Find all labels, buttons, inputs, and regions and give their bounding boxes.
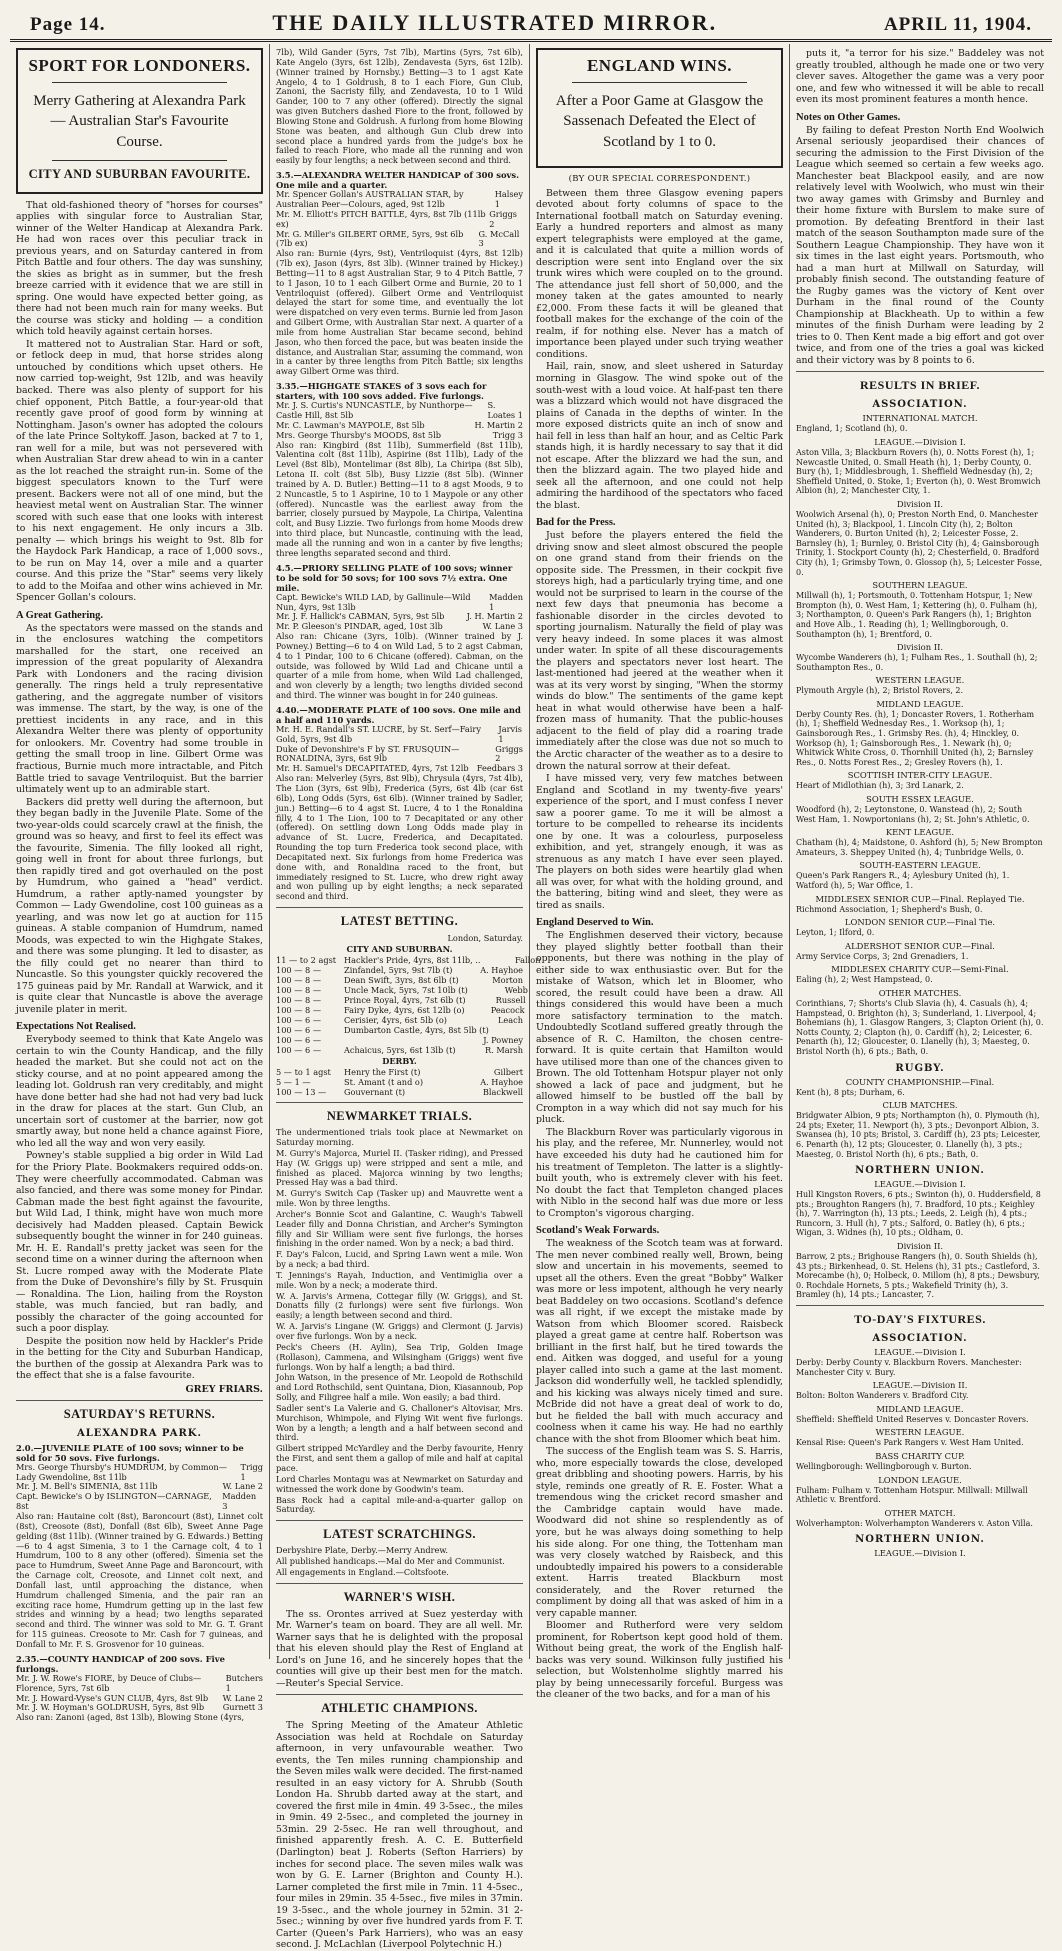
column-1: [10, 44, 270, 1723]
article-paragraph: The weakness of the Scotch team was at forward. The men never combined really well, Brown, being slow and uncertain in his movements, seemed to upset all the others. Even the great "Bobby" Walker was more or less impotent, although he very nearly beat Baddeley on two occasions. Scotland's defence was all right, if we except the mistake made by Watson from which Bloomer scored. Raisbeck played a great game at centre half. Robertson was brilliant in the first half, but he tired towards the end. Aitken was dogged, and useful for a young player called into such a game at the last moment. Jackson did wonderfully well, he tackled splendidly, and his kicking was always nicely timed and sure. McBride did not have a great deal of work to do, but he fielded the ball with much accuracy and coolness when it came his way. He had no earthly chance with the shot from Bloomer which beat him.: [536, 1238, 783, 1445]
article-paragraph: Backers did pretty well during the afternoon, but they began badly in the Juvenile Plate. Some of the two-year-olds could scarcely crawl at the finish, the ground was so heavy, and first to feel its effect was the favourite, Simenia. The filly looked all right, going well in front for about three furlongs, but then rapidly tired and got overhauled on the post by Humdrum, who gained a "head" verdict. Humdrum, a rather aptly-named youngster by Common — Lady Gwendoline, cost 100 guineas as a yearling, and was now let go at auction for 115 guineas. A stable companion of Humdrum, named Moods, was expected to win the Highgate Stakes, and there was some plunging. It led to disaster, as the filly could get no nearer than third to Nuncastle. So this youngster quickly recovered the 175 guineas paid by Mr. Randall at Warwick, and it is quite clear that Nuncastle is above the average juvenile plater in merit.: [16, 796, 263, 1015]
betting-horse: St. Amant (t and o): [344, 1077, 424, 1088]
betting-dateline: London, Saturday.: [447, 933, 523, 944]
result-lines: Aston Villa, 3; Blackburn Rovers (h), 0. Notts Forest (h), 1; Newcastle United, 0. Small Heath (h), 1; Derby County, 0. Bury (h), 1; Middlesbrough, 1. Sheffield Wednesday (h), 2; Sheffield United, 0. Stoke, 1; Everton (h), 0. West Bromwich Albion (h), 2; Manchester City, 1.: [796, 448, 1041, 496]
race-title: 4.5.—PRIORY SELLING PLATE of 100 sovs; winner to be sold for 50 sovs; for 100 sovs 7½ extra. One mile.: [276, 562, 513, 593]
sport-heading: NORTHERN UNION.: [855, 1534, 985, 1546]
side-heading: Notes on Other Games.: [796, 111, 901, 123]
betting-jockey: Peacock: [490, 1005, 525, 1016]
race-result: Mrs. George Thursby's HUMDRUM, by Common—Lady Gwendoline, 8st 11lb Trigg 1: [16, 1461, 263, 1482]
columns: [10, 44, 1052, 1951]
author-signature: GREY FRIARS.: [185, 1383, 263, 1395]
betting-jockey: Leach: [497, 1015, 523, 1026]
side-heading: Scotland's Weak Forwards.: [536, 1225, 660, 1237]
betting-horse: Prince Royal, 4yrs, 7st 6lb (t): [344, 995, 466, 1006]
result-lines: Corinthians, 7; Shorts's Club Slavia (h), 4. Casuals (h), 4; Hampstead, 0. Brighton (h), 3; Sunderland, 1. Liverpool, 4; Bohemians (h), 1. Glasgow Rangers, 3; Clapton Orient (h), 0. Notts County, 2; Clapton (h), 0. Cardiff (h), 2; Leicester, 6. Penarth (h), 12; Gloucester, 0. Llanelly (h), 3; Maesteg, 0. Bristol North (h), 6 pts.; Bath, 0.: [796, 998, 1044, 1056]
result-lines: Richmond Association, 1; Shepherd's Bush, 0.: [796, 904, 983, 914]
fixture-lines: Sheffield: Sheffield United Reserves v. Doncaster Rovers.: [796, 1414, 1029, 1424]
returns-heading: SATURDAY'S RETURNS.: [63, 1406, 216, 1421]
race-result: Mr. G. Miller's GILBERT ORME, 5yrs, 9st 6lb (7lb ex) G. McCall 3: [276, 228, 520, 249]
article-paragraph: Just before the players entered the field the driving snow and sleet almost obscured the people on one grand stand from their friends on the opposite side. The Pressmen, in their cockpit five storeys high, had a particularly trying time, and one would not be surprised to learn in the course of the next few days that pneumonia has become a fashionable disorder in the circles devoted to sporting journalism. Naturally the field of play was very heavy indeed. In some places it was almost under water. In spite of all these discouragements the players and spectators never lost heart. The last-mentioned had jeered at the weather when it was at its very worst by singing, "When the stormy winds do blow." The sentiments of the game kept heat in what would otherwise have been a half-frozen mass of humanity. That the public-houses adjacent to the field of play did a roaring trade immediately after the close was due not so much to the Arctic character of the weather as to a desire to drown the natural sorrow at their defeat.: [536, 530, 783, 772]
betting-row: [276, 985, 528, 996]
trial-item: M. Gurry's Majorca, Muriel II. (Tasker riding), and Pressed Hay (W. Griggs up) were stripped and sent a mile, and finished as placed. Majorca winning by two lengths; Pressed Hay was a bad third.: [276, 1147, 523, 1188]
race-result: Mr. J. W. Rowe's FIORE, by Deuce of Clubs—Florence, 5yrs, 7st 6lb Butchers 1: [16, 1672, 263, 1693]
race-notes: Also ran: Hautaine colt (8st), Baroncourt (8st), Linnet colt (8st), Creosote (8st), Donfall (8st 6lb), Sweet Anne Page gelding (8st 11lb). (Winner trained by G. Edwards.) Betting—6 to 4 agst Simenia, 3 to 1 the Carnage colt, 4 to 1 Humdrum, 100 to 8 any other (offered). Simenia set the pace to Humdrum, Sweet Anne Page and Baroncourt, with the Carnage colt, Creosote, and Linnet colt next, and Donfall last, until approaching the distance, when Humdrum challenged Simenia, and the pair ran an exciting race home, Humdrum getting up in the last few strides and winning by a head; two lengths separated second and third. The winner was sold to Mr. G. T. Grant for 115 guineas. Creosote to Mr. Cash for 7 guineas, and Donfall to Mr. F. S. Grosvenor for 10 guineas.: [16, 1511, 263, 1649]
result-lines: Ealing (h), 2; West Hampstead, 0.: [796, 975, 933, 985]
article-paragraph: Powney's stable supplied a big order in Wild Lad for the Priory Plate. Bookmakers required odds-on. They were cheerfully accommodated. Cabman was also fancied, and there was some money for Pindar. Cabman made the best fight against the favourite, but Wild Lad, I think, might have won much more decisively had Madden pleased. Captain Bewick subsequently bought the winner in for 240 guineas. Mr. H. E. Randall's pretty jacket was seen for the second time on a winner during the afternoon when St. Lucre romped away with the Moderate Plate from the Duke of Devonshire's filly by St. Frusquin — Ronaldina. The Lion, hailing from the Royston stable, was much fancied, but ran badly, and possibly the character of the going accounted for such a poor display.: [16, 1150, 263, 1335]
warner-heading: WARNER'S WISH.: [343, 1589, 456, 1604]
race-result: Mr. P. Gleeson's PINDAR, aged, 10st 3lb W. Lane 3: [276, 621, 523, 632]
betting-row: [276, 1035, 523, 1045]
betting-row: [276, 965, 523, 975]
article-paragraph: As the spectators were massed on the stands and in the enclosures watching the competitors marshalled for the start, one received an impression of the great popularity of Alexandra Park with Londoners and the racing division generally. The rings held a truly representative gathering, and the aggregate number of visitors was immense. The start, by the way, is one of the prettiest incidents in any race, and in this Alexandra Welter there was plenty of opportunity for onlookers. Mr. Coventry had some trouble in getting the small troop in line. Gilbert Orme was fractious, Burnie much more intractable, and Pitch Battle tried to savage Ventriloquist. But the barrier ultimately went up to an admirable start.: [16, 622, 263, 796]
article-paragraph: Between them three Glasgow evening papers devoted about forty columns of space to the International football match on Saturday evening. Early a hundred reporters and almost as many expert telegraphists were employed at the game, and it is calculated that quite a million words of description were sent into England over the six trunk wires which were coupled on to the ground. The attendance just fell short of 50,000, and the money taken at the gates amounted to nearly £2,000. From these facts it will be gleaned that football makes for the exchange of the coin of the realm, if for nothing else. Never has a match of importance been played under such trying weather conditions.: [536, 187, 783, 360]
betting-horse: Fairy Dyke, 4yrs, 6st 12lb (o): [344, 1005, 465, 1016]
fixtures-heading: TO-DAY'S FIXTURES.: [854, 1312, 986, 1327]
league-heading: Division II.: [896, 642, 944, 653]
fixture-lines: Kensal Rise: Queen's Park Rangers v. West Ham United.: [796, 1438, 1024, 1448]
race-notes: Also ran: Kingbird (8st 11lb), Summerfield (8st 11lb), Valentina colt (8st 11lb), Aspirine (8st 11lb), Lady of the Level (8st 8lb), Montelimar (8st 8lb), La Chiripa (8st 5lb), Letona II. colt (8st 5lb), Busy Lizzie (8st 5lb). (Winner trained by A. D. Butler.) Betting—11 to 8 agst Moods, 9 to 2 Nuncastle, 5 to 1 Aspirine, 10 to 1 Maypole or any other (offered). Nuncastle was the earliest away from the barrier, closely pursued by Maypole, La Chiripa, Valentina colt, and Busy Lizzie. Two furlongs from home Moods drew into third place, but Nuncastle, continuing with the lead, made all the running and won in a canter by five lengths; three lengths separated second and third.: [276, 439, 523, 558]
betting-jockey: Gilbert: [493, 1067, 523, 1078]
race-title: 2.0.—JUVENILE PLATE of 100 sovs; winner to be sold for 50 sovs. Five furlongs.: [16, 1442, 244, 1463]
trial-item: The undermentioned trials took place at Newmarket on Saturday morning.: [276, 1127, 523, 1147]
betting-odds: 100 — 8 —: [276, 975, 322, 986]
betting-horse: Hackler's Pride, 4yrs, 8st 11lb, ..: [344, 955, 481, 966]
headline-box-england: [536, 48, 783, 168]
scratchings-heading: LATEST SCRATCHINGS.: [323, 1527, 476, 1542]
league-heading: LONDON SENIOR CUP.—Final Tie.: [844, 917, 996, 928]
trial-item: T. Jennings's Rayah, Induction, and Ventimiglia over a mile. Won by a neck; a moderate third.: [276, 1269, 523, 1290]
betting-jockey: R. Marsh: [484, 1045, 523, 1056]
fixture-lines: Bolton: Bolton Wanderers v. Bradford City.: [796, 1391, 969, 1401]
betting-odds: 100 — 6 —: [276, 1025, 322, 1036]
league-heading: SCOTTISH INTER-CITY LEAGUE.: [847, 770, 993, 781]
divider: [52, 160, 227, 161]
newspaper-title: THE DAILY ILLUSTRATED MIRROR.: [272, 10, 718, 35]
article-paragraph: The Spring Meeting of the Amateur Athletic Association was held at Rochdale on Saturday afternoon, in very unfavourable weather. Two events, the Ten miles running championship and the Seven miles walk were decided. The first-named resulted in an easy victory for A. Shrubb (South London Ha. Shrubb darted away at the start, and covered the first mile in 4min. 49 3-5sec., the miles in 9min. 49 2-5sec., and completed the journey in 53min. 29 2-5sec. He ran well throughout, and finished apparently fresh. A. C. E. Butterfield (Darlington) beat J. Roberts (Sefton Harriers) by inches for second place. The seven miles walk was won by G. E. Larner (Brighton and County H.). Larner completed the first mile in 7min. 11 4-5sec., four miles in 29min. 35 4-5sec., five miles in 37min. 19 3-5sec., and the whole journey in 52min. 31 2-5sec.; winning by over five hundred yards from F. T. Carter (Queen's Park Harriers), who was an easy second. J. McLachlan (Liverpool Polytechnic H.): [276, 1720, 523, 1951]
trials-list: [276, 1128, 523, 1515]
league-heading: SOUTH ESSEX LEAGUE.: [866, 794, 974, 805]
divider: [276, 1520, 523, 1521]
deck-sport: Merry Gathering at Alexandra Park — Australian Star's Favourite Course.: [33, 93, 246, 150]
betting-odds: 100 — 8 —: [276, 1005, 322, 1016]
race-result: Mr. C. Lawman's MAYPOLE, 8st 5lb H. Martin 2: [276, 419, 523, 430]
betting-jockey: A. Hayhoe: [480, 1077, 523, 1088]
betting-row: [276, 955, 541, 966]
league-heading: MIDLAND LEAGUE.: [876, 698, 964, 709]
betting-odds: 5 — 1 —: [276, 1077, 311, 1088]
betting-odds: 100 — 6 —: [276, 1035, 322, 1046]
betting-odds: 100 — 8 —: [276, 995, 322, 1006]
league-heading: OTHER MATCH.: [884, 1507, 956, 1518]
divider: [276, 1583, 523, 1584]
league-heading: SOUTHERN LEAGUE.: [872, 580, 968, 591]
trial-item: Archer's Bonnie Scot and Galantine, C. Waugh's Tabwell Leader filly and Donna Christian, and Archer's Symington filly and Sir William were sent five furlongs, the horses finishing in the order named. Won by a neck; a bad third.: [276, 1208, 523, 1249]
league-heading: MIDDLESEX SENIOR CUP.—Final. Replayed Tie.: [815, 893, 1025, 904]
fixture-lines: Wellingborough: Wellingborough v. Burton.: [796, 1462, 972, 1471]
result-lines: Kent (h), 8 pts; Durham, 6.: [796, 1087, 905, 1097]
league-heading: OTHER MATCHES.: [878, 987, 962, 998]
race-result: Mr. H. Samuel's DECAPITATED, 4yrs, 7st 12lb Feedbars 3: [276, 763, 523, 774]
sport-heading: ASSOCIATION.: [872, 399, 968, 411]
trial-item: M. Gurry's Switch Cap (Tasker up) and Mauvrette went a mile. Won by three lengths.: [276, 1188, 523, 1209]
result-lines: Derby County Res. (h), 1; Doncaster Rovers, 1. Rotherham (h), 1; Sheffield Wednesday Res., 1. Worksop (h), 1; Gainsborough Res., 1. Grimsby Res. (h), 4; Hinckley, 0. Worksop (h), 1; Gainsborough Res., 1. Newark (h), 0; Whitwick White Cross, 0. Thornhill United (h), 2; Barnsley Res., 0. Notts Forest Res., 2; Gresley Rovers (h), 1.: [796, 709, 1035, 767]
race-result: Mr. M. Elliott's PITCH BATTLE, 4yrs, 8st 7lb (11lb ex) Griggs 2: [276, 208, 518, 229]
result-lines: Bridgwater Albion, 9 pts; Northampton (h), 0. Plymouth (h), 24 pts; Exeter, 11. Newport (h), 3 pts.; Devonport Albion, 3. Swansea (h), 10 pts; Bristol, 3. Cardiff (h), 23 pts; Leicester, 6. Penarth (h), 12 pts; Gloucester, 0. Llanelly (h), 3 pts.; Maesteg, 0. Bristol North (h), 6 pts.; Bath, 0.: [796, 1111, 1041, 1159]
trial-item: John Watson, in the presence of Mr. Leopold de Rothschild and Lord Rothschild, sent Quintana, Dion, Kiasannoub, Pop Solly, and Filigree half a mile. Won easily; a bad third.: [276, 1372, 523, 1403]
result-lines: Leyton, 1; Ilford, 0.: [796, 928, 875, 938]
race-result: Mr. J. S. Curtis's NUNCASTLE, by Nunthorpe—Castle Hill, 8st 5lb S. Loates 1: [276, 400, 523, 420]
betting-jockey: J. Powney: [483, 1035, 523, 1046]
divider: [276, 1102, 523, 1103]
trial-item: Peck's Cheers (H. Aylin), Sea Trip, Golden Image (Rollason), Cammena, and Wilsingham (Griggs) went five furlongs. Won by half a length; a bad third.: [276, 1341, 523, 1372]
league-heading: INTERNATIONAL MATCH.: [862, 413, 978, 424]
divider: [16, 1400, 263, 1401]
deck-england: After a Poor Game at Glasgow the Sassenach Defeated the Elect of Scotland by 1 to 0.: [555, 93, 764, 150]
betting-jockey: Blackwell: [482, 1087, 523, 1098]
article-paragraph: Despite the position now held by Hackler's Pride in the betting for the City and Suburban Handicap, the burthen of the gossip at Alexandra Park was to the effect that she is a false favourite.: [16, 1335, 263, 1382]
race-notes: 7lb), Wild Gander (5yrs, 7st 7lb), Martins (5yrs, 7st 6lb), Kate Angelo (3yrs, 6st 12lb), Zendavesta (5yrs, 6st 12lb). (Winner trained by Hornsby.) Betting—3 to 1 agst Kate Angelo, 4 to 1 Goldrush, 8 to 1 each Fiore, Gun Club, Zanoni, the Sacristy filly, and Zendavesta, 10 to 1 Wild Gander, 100 to 7 any other (offered). Directly the signal was given Butchers dashed Fiore to the front, followed by Blowing Stone and Goldrush. A furlong from home Blowing Stone was beaten, and although Gun Club drew into second place a hundred yards from the judge's box he failed to reach Fiore, who made all the running and won easily by four lengths; a neck between second and third.: [276, 47, 523, 166]
race-result: Mr. J. M. Bell's SIMENIA, 8st 11lb W. Lane 2: [16, 1481, 263, 1492]
article-paragraph: It mattered not to Australian Star. Hard or soft, or fetlock deep in mud, that horse strides along untouched by conditions which upset others. He now carried top-weight, 9st 12lb, and was heavily backed. There was also plenty of support for his chief opponent, Pitch Battle, a four-year-old that recently gave proof of good form by winning at Nottingham. Jason's owner has adopted the colours of the late Prince Soltykoff. Jason, backed at 7 to 1, ran well for a mile, but was not persevered with when Australian Star drew ahead to win in a canter as the lot reached the straight run-in. Some of the biggest speculators known to the Turf were present. Backers were not all of one mind, but the heaviest metal went on Australian Star. The winner scored with such ease that one looks with interest to his next engagement. He only incurs a 3lb. penalty — which brings his weight to 9st. 8lb for the Haydock Park Handicap, a race of 1,000 sovs., to be run on May 14, over a mile and a quarter course. And this prize the "Star" seems very likely to add to the Moifaa and other wins achieved in Mr. Spencer Gollan's colours.: [16, 338, 263, 604]
race-result: Mr. Spencer Gollan's AUSTRALIAN STAR, by Australian Peer—Colours, aged, 9st 12lb Halsey 1: [276, 189, 523, 209]
sport-heading: NORTHERN UNION.: [855, 1165, 985, 1177]
betting-odds: 100 — 6 —: [276, 1045, 322, 1056]
league-heading: BASS CHARITY CUP.: [875, 1451, 965, 1461]
league-heading: WESTERN LEAGUE.: [875, 1427, 965, 1438]
divider: [276, 907, 523, 908]
athletic-heading: ATHLETIC CHAMPIONS.: [321, 1701, 478, 1716]
results-heading: RESULTS IN BRIEF.: [860, 378, 980, 393]
column-4: [790, 44, 1050, 1659]
result-lines: Queen's Park Rangers R., 4; Aylesbury United (h), 1. Watford (h), 5; War Office, 1.: [796, 871, 1010, 890]
race-result: Mr. H. E. Randall's ST. LUCRE, by St. Serf—Fairy Gold, 5yrs, 9st 4lb Jarvis 1: [276, 723, 522, 744]
returns-venue: ALEXANDRA PARK.: [77, 1427, 202, 1439]
byline: (BY OUR SPECIAL CORRESPONDENT.): [568, 173, 751, 184]
result-lines: Army Service Corps, 3; 2nd Grenadiers, 1.: [796, 951, 969, 961]
article-paragraph: The Englishmen deserved their victory, because they played slightly better football than their opponents, but there was nothing in the play of either side to wax enthusiastic over. But for the mistake of Watson, which let in Bloomer, who scored, the result could have been a draw. All things considered this would have been a much more satisfactory termination to the match. Undoubtedly Scotland suffered greatly through the absence of R. C. Hamilton, the chosen centre-forward. It is quite certain that Hamilton would have utilised more than one of the chances given to Brown. The old Tottenham Hotspur player not only showed a lack of pace and judgment, but he allowed himself to be bustled off the ball by Crompton in a way which did not say much for his pluck.: [536, 930, 783, 1126]
issue-date: APRIL 11, 1904.: [883, 14, 1032, 35]
betting-horse: Gouvernant (t): [344, 1087, 406, 1098]
league-heading: LEAGUE.—Division I.: [874, 1179, 966, 1190]
league-heading: LEAGUE.—Division II.: [872, 1380, 968, 1391]
trial-item: Sadler sent's La Valerie and G. Challoner's Altovisar, Mrs. Murchison, Whimpole, and Flying Wit went five furlongs. Won by a length; a length and a half between second and third.: [276, 1402, 523, 1443]
scratchings-list: [276, 1546, 523, 1578]
race-result: Mr. J. F. Hallick's CABMAN, 5yrs, 9st 5lb J. H. Martin 2: [276, 611, 523, 622]
betting-row: [276, 1067, 523, 1077]
betting-horse: Cerisier, 4yrs, 6st 5lb (o): [344, 1015, 447, 1026]
race-notes: Also ran: Burnie (4yrs, 9st), Ventriloquist (4yrs, 8st 12lb) (7lb ex), Jason (4yrs, 8st 3lb). (Winner trained by Hickey.) Betting—11 to 8 agst Australian Star, 9 to 4 Pitch Battle, 7 to 1 Jason, 10 to 1 each Gilbert Orme and Burnie, 20 to 1 Ventriloquist (offered). Gilbert Orme and Ventriloquist delayed the start for some time, and eventually the lot were dispatched on very even terms. Burnie led from Jason and Gilbert Orme, with Australian Star next. A quarter of a mile from home Australian Star became second, behind Jason, who then forced the pace, but was beaten inside the distance, and Australian Star, assuming the command, won in a canter by three lengths from Pitch Battle; six lengths away Gilbert Orme was third.: [276, 248, 523, 377]
race-notes: Also ran: Zanoni (aged, 8st 13lb), Blowing Stone (4yrs,: [16, 1712, 245, 1723]
betting-row: [276, 975, 523, 985]
race-notes: Also ran: Melverley (5yrs, 8st 9lb), Chrysula (4yrs, 7st 4lb), The Lion (3yrs, 6st 9lb), Frederica (5yrs, 6st 4lb (car 6st 6lb), Long Odds (5yrs, 6st 6lb). (Winner trained by Sadler, jun.) Betting—6 to 4 agst St. Lucre, 4 to 1 the Ronaldina filly, 4 to 1 The Lion, 100 to 7 Decapitated or any other (offered). On settling down Long Odds made play in advance of St. Lucre, Frederica, and Decapitated. Rounding the top turn Frederica took second place, with Decapitated next. Six furlongs from home Frederica was done with, and Ronaldina raced to the front, but immediately resigned to St. Lucre, who drew right away and won pulling up by eight lengths; a neck separated second and third.: [276, 773, 523, 902]
betting-odds: 100 — 13 —: [276, 1087, 327, 1098]
league-heading: COUNTY CHAMPIONSHIP.—Final.: [845, 1076, 995, 1087]
headline-england: ENGLAND WINS.: [586, 56, 733, 75]
betting-category: DERBY.: [382, 1056, 417, 1067]
trial-item: W. A. Jarvis's Armena, Cottegar filly (W. Griggs), and St. Donatts filly (2 furlongs) were sent five furlongs. Won easily; a length between second and third.: [276, 1290, 523, 1321]
betting-row: [276, 1025, 523, 1035]
result-lines: Chatham (h), 4; Maidstone, 0. Ashford (h), 5; New Brompton Amateurs, 3. Sheppey United (h), 4; Tunbridge Wells, 0.: [796, 838, 1043, 857]
masthead: [10, 6, 1052, 42]
betting-horse: [344, 1035, 463, 1045]
betting-heading: LATEST BETTING.: [340, 914, 459, 929]
article-paragraph: That old-fashioned theory of "horses for courses" applies with singular force to Australian Star, winner of the Welter Handicap at Alexandra Park. He had won races over this peculiar track in previous years, and on Saturday cantered in from Pitch Battle and four others. The day was sunshiny, the skies as bright as in summer, but the fresh breeze carried with it evidence that we are still in spring. One would have expected better going, as there had not been much rain for many weeks. But the course was sticky and holding — a condition which told heavily against certain horses.: [16, 199, 263, 338]
betting-odds: 100 — 6 —: [276, 1015, 322, 1026]
side-heading: A Great Gathering.: [16, 609, 104, 621]
betting-horse: Zinfandel, 5yrs, 9st 7lb (t): [344, 965, 453, 976]
trial-item: Lord Charles Montagu was at Newmarket on Saturday and witnessed the work done by Goodwin's team.: [276, 1473, 523, 1494]
result-lines: Millwall (h), 1; Portsmouth, 0. Tottenham Hotspur, 1; New Brompton (h), 0. West Ham, 1; Kettering (h), 0. Fulham (h), 3; Northampton, 0. Queen's Park Rangers (h), 1; Brighton and Hove Alb., 1. Reading (h), 1; Wellingborough, 0. Southampton (h), 1; Brentford, 0.: [796, 591, 1038, 639]
betting-row: [276, 1015, 523, 1025]
trial-item: Gilbert stripped McYardley and the Derby favourite, Henry the First, and sent them a gallop of mile and half at capital pace.: [276, 1443, 523, 1473]
race-title: 3.35.—HIGHGATE STAKES of 3 sovs each for starters, with 100 sovs added. Five furlongs.: [276, 381, 487, 402]
article-paragraph: The ss. Orontes arrived at Suez yesterday with Mr. Warner's team on board. They are all well. Mr. Warner says that he is delighted with the proposal that his eleven should play the Rest of England at Lord's on June 16, and he sincerely hopes that the counties will give up their best men for the match.—Reuter's Special Service.: [276, 1608, 523, 1689]
scratching-item: Derbyshire Plate, Derby.—Merry Andrew.: [276, 1545, 448, 1556]
divider: [796, 1305, 1044, 1306]
side-heading: Expectations Not Realised.: [16, 1021, 136, 1033]
sport-heading: ASSOCIATION.: [872, 1333, 968, 1345]
betting-horse: Achaicus, 5yrs, 6st 13lb (t): [344, 1045, 456, 1056]
league-heading: ALDERSHOT SENIOR CUP.—Final.: [845, 940, 995, 951]
betting-horse: Dumbarton Castle, 4yrs, 8st 5lb (t): [344, 1025, 489, 1036]
trial-item: Bass Rock had a capital mile-and-a-quarter gallop on Saturday.: [276, 1494, 523, 1515]
race-result: Mr. J. W. Hoyman's GOLDRUSH, 5yrs, 8st 9lb Gurnett 3: [16, 1702, 263, 1713]
divider: [572, 82, 747, 83]
race-notes: Also ran: Chicane (3yrs, 10lb). (Winner trained by J. Powney.) Betting—6 to 4 on Wild Lad, 5 to 2 agst Cabman, 4 to 1 Pindar, 100 to 6 Chicane (offered). Cabman, on the outside, was followed by Wild Lad and Chicane until a quarter of a mile from home, when Wild Lad challenged, and won cleverly by a length; two lengths divided second and third. The winner was bought in for 240 guineas.: [276, 631, 523, 701]
betting-horse: Uncle Mack, 5yrs, 7st 10lb (t): [344, 985, 468, 996]
race-title: 3.5.—ALEXANDRA WELTER HANDICAP of 300 sovs. One mile and a quarter.: [276, 170, 520, 191]
betting-horse: Henry the First (t): [344, 1067, 421, 1078]
article-paragraph: By failing to defeat Preston North End Woolwich Arsenal seriously jeopardised their chances of securing the admission to the First Division of the League which seemed so certain a few weeks ago. Manchester beat Blackpool easily, and are now relatively level with Woolwich, who must win their two away games with Grimsby and Burnley and their home fixture with Burslem to make sure of promotion. By defeating Brentford in their last match of the season Southampton made sure of the Southern League Championship. They have won it six times in the last eight years. Portsmouth, who had a man hurt at Millwall on Saturday, will probably finish second. The outstanding feature of the Rugby games was the victory of Kent over Durham in the final round of the County Championship at Blackheath. Up to within a few minutes of the finish Durham were leading by 2 tries to 0. Then Kent made a big effort and got over twice, and from one of the tries a goal was kicked and their victory was by 8 points to 6.: [796, 124, 1044, 366]
betting-horse: Dean Swift, 3yrs, 8st 6lb (t): [344, 975, 459, 986]
result-lines: Woolwich Arsenal (h), 0; Preston North End, 0. Manchester United (h), 3; Blackpool, 1. Lincoln City (h), 2; Bolton Wanderers, 0. Burton United (h), 2; Leicester Fosse, 2. Barnsley (h), 1; Burnley, 0. Bristol City (h), 4; Gainsborough Trinity, 1. Stockport County (h), 2; Chesterfield, 0. Bradford City (h), 1; Grimsby Town, 0. Glossop (h), 5; Leicester Fosse, 0.: [796, 509, 1043, 577]
column-2: [270, 44, 541, 1951]
betting-list-derby: [276, 1067, 523, 1097]
result-lines: Plymouth Argyle (h), 2; Bristol Rovers, 2.: [796, 686, 964, 696]
side-heading: Bad for the Press.: [536, 517, 616, 529]
betting-category: CITY AND SUBURBAN.: [346, 944, 453, 955]
sport-heading: RUGBY.: [895, 1062, 945, 1074]
league-heading: Division II.: [896, 1241, 944, 1252]
result-lines: England, 1; Scotland (h), 0.: [796, 424, 908, 434]
betting-odds: 100 — 8 —: [276, 965, 322, 976]
betting-odds: 100 — 8 —: [276, 985, 322, 996]
betting-jockey: A. Hayhoe: [480, 965, 523, 976]
race-result: Mrs. George Thursby's MOODS, 8st 5lb Trigg 3: [276, 429, 523, 440]
subhead-city-suburban: CITY AND SUBURBAN FAVOURITE.: [28, 166, 251, 181]
betting-jockey: Webb: [504, 985, 528, 996]
article-paragraph: Hail, rain, snow, and sleet ushered in Saturday morning in Glasgow. The wind spoke out of the south-west with a loud voice. At half-past ten there was a blizzard which would not have disgraced the plains of Canada in the depths of winter. In the more exposed districts quite an inch of snow and hail fell in less than half an hour, and as Celtic Park stands high, it is hardly necessary to say that it did not escape. After the blizzard we had the sun, and then the blizzard again. The two played hide and seek all the afternoon, and one could not help admiring the hardihood of the spectators who faced the blast.: [536, 361, 783, 511]
league-heading: MIDDLESEX CHARITY CUP.—Semi-Final.: [831, 964, 1009, 975]
result-lines: Woodford (h), 2; Leytonstone, 0. Wanstead (h), 2; South West Ham, 1. Nowportonians (h), 2; St. John's Athletic, 0.: [796, 805, 1030, 824]
article-paragraph: The success of the English team was S. S. Harris, who, more especially towards the close, developed great dribbling and shooting powers. Harris, by his style, reminds one greatly of R. E. Foster. What a tremendous wing the cricket record smasher and the Cambridge captain would have made. Woodward did not shine so resplendently as of yore, but he was always doing something to help his side along. For one thing, the Tottenham man was very closely watched by Raisbeck, and this undoubtedly impaired his powers to a considerable extent. Harris treated Blackburn most considerately, and the Rover returned the compliment by doing all that was asked of him in a very capable manner.: [536, 1446, 783, 1619]
trials-heading: NEWMARKET TRIALS.: [326, 1109, 473, 1124]
betting-jockey: Morton: [492, 975, 523, 986]
divider: [796, 371, 1044, 372]
article-paragraph: puts it, "a terror for his size." Baddeley was not greatly troubled, although he made one or two very clever saves. Altogether the game was a very poor one, and few who witnessed it will be able to recall even its most prominent features a month hence.: [796, 48, 1044, 106]
scratching-item: All engagements in England.—Coltsfoote.: [276, 1566, 449, 1577]
fixture-lines: Wolverhampton: Wolverhampton Wanderers v. Aston Villa.: [796, 1518, 1033, 1528]
headline-sport: SPORT FOR LONDONERS.: [28, 56, 251, 75]
betting-row: [276, 1045, 523, 1055]
result-lines: Wycombe Wanderers (h), 1; Fulham Res., 1. Southall (h), 2; Southampton Res., 0.: [796, 653, 1038, 672]
headline-box-sport: [16, 48, 263, 194]
betting-row: [276, 1087, 523, 1097]
article-paragraph: The Blackburn Rover was particularly vigorous in his play, and the referee, Mr. Nunnerley, would not have exceeded his duty had he cautioned him for his treatment of Templeton. The latter is a slightly-built youth, who is extremely clever with his feet. No doubt the fact that Templeton changed places with Niblo in the second half was due more or less to Crompton's vigorous charging.: [536, 1126, 783, 1219]
page-number: Page 14.: [30, 14, 106, 35]
league-heading: SOUTH-EASTERN LEAGUE.: [859, 860, 981, 871]
race-title: 2.35.—COUNTY HANDICAP of 200 sovs. Five furlongs.: [16, 1653, 225, 1674]
betting-list-city-suburban: [276, 955, 541, 1056]
article-paragraph: I have missed very, very few matches between England and Scotland in my twenty-five years' experience of the sport, and I must confess I never saw a poorer game. To me it will be almost a torture to be compelled to rehearse its incidents one by one. It was a colourless, purposeless exhibition, and yet, strangely enough, it was as strenuous as any match I have ever seen played. The players on both sides were heartily glad when all was over, for what with the holding ground, and the battering, biting wind and sleet, they were as tired as snails.: [536, 773, 783, 911]
fixture-lines: Derby: Derby County v. Blackburn Rovers. Manchester: Manchester City v. Bury.: [796, 1358, 1022, 1377]
betting-jockey: Fallon: [515, 955, 541, 966]
divider: [276, 1694, 523, 1695]
trial-item: W. A. Jarvis's Lingane (W. Griggs) and Clermont (J. Jarvis) over five furlongs. Won by a neck.: [276, 1321, 523, 1341]
race-result: Duke of Devonshire's F by ST. FRUSQUIN—RONALDINA, 3yrs, 6st 9lb Griggs 2: [276, 743, 523, 764]
league-heading: CLUB MATCHES.: [882, 1100, 958, 1111]
league-heading: MIDLAND LEAGUE.: [876, 1403, 964, 1414]
article-paragraph: Everybody seemed to think that Kate Angelo was certain to win the County Handicap, and the filly headed the market. But she could not act on the sticky course, and at no point appeared among the leading lot. Goldrush ran very creditably, and might have done better had she had not had very bad luck in the draw for places at the start. Gun Club, an uncertain sort of customer at the barrier, now got smartly away, but none held a chance against Fiore, who led all the way and won very easily.: [16, 1034, 263, 1149]
divider: [52, 82, 227, 83]
league-heading: LEAGUE.—Division I.: [874, 1548, 966, 1559]
fixture-lines: Fulham: Fulham v. Tottenham Hotspur. Millwall: Millwall Athletic v. Brentford.: [796, 1485, 1028, 1505]
betting-jockey: Russell: [495, 995, 526, 1006]
betting-odds: 5 — to 1 agst: [276, 1067, 331, 1078]
result-lines: Hull Kingston Rovers, 6 pts.; Swinton (h), 0. Huddersfield, 8 pts.; Broughton Rangers (h), 7. Bradford, 10 pts.; Keighley (h), 7. Warrington (h), 13 pts.; Leeds, 2. Leigh (h), 4 pts.; Runcorn, 3. Hull (h), 7 pts.; Salford, 0. Batley (h), 6 pts.; Wigan, 3. Widnes (h), 10 pts.; Oldham, 0.: [796, 1190, 1041, 1238]
betting-row: [276, 1077, 523, 1087]
league-heading: KENT LEAGUE.: [885, 827, 955, 838]
race-result: Mr. J. Howard-Vyse's GUN CLUB, 4yrs, 8st 9lb W. Lane 2: [16, 1692, 263, 1703]
race-title: 4.40.—MODERATE PLATE of 100 sovs. One mile and a half and 110 yards.: [276, 704, 521, 725]
betting-row: [276, 1005, 523, 1015]
league-heading: LEAGUE.—Division I.: [874, 1347, 966, 1358]
league-heading: LEAGUE.—Division I.: [874, 437, 966, 447]
betting-row: [276, 995, 526, 1006]
article-paragraph: Bloomer and Rutherford were very seldom prominent, for Robertson kept good hold of them. Without being great, the work of the English half-backs was very sound. Wilkinson fully justified his selection, but Wolstenholme slightly marred his play by being unnecessarily forceful. Burgess was the cleaner of the two backs, and for a man of his: [536, 1620, 783, 1701]
race-result: Capt. Bewicke's O by ISLINGTON—CARNAGE, 8st Madden 3: [16, 1491, 257, 1512]
result-lines: Heart of Midlothian (h), 3; 3rd Lanark, 2.: [796, 781, 964, 791]
league-heading: LONDON LEAGUE.: [878, 1474, 962, 1485]
column-3: [530, 44, 790, 1701]
league-heading: WESTERN LEAGUE.: [875, 675, 965, 686]
result-lines: Barrow, 2 pts.; Brighouse Rangers (h), 0. South Shields (h), 43 pts.; Birkenhead, 0. St. Helens (h), 31 pts.; Castleford, 3. Morecambe (h), 0; Holbeck, 0. Millom (h), 8 pts.; Dewsbury, 0. Rochdale Hornets, 5 pts.; Wakefield Trinity (h), 3. Bramley (h), 14 pts.; Lancaster, 7.: [796, 1252, 1040, 1300]
betting-odds: 11 — to 2 agst: [276, 955, 337, 966]
trial-item: F. Day's Falcon, Lucid, and Spring Lawn went a mile. Won by a neck; a bad third.: [276, 1249, 523, 1270]
league-heading: Division II.: [896, 498, 944, 509]
scratching-item: All published handicaps.—Mal do Mer and Communist.: [276, 1556, 505, 1567]
race-result: Capt. Bewicke's WILD LAD, by Gallinule—Wild Nun, 4yrs, 9st 13lb Madden 1: [276, 591, 523, 612]
side-heading: England Deserved to Win.: [536, 917, 654, 929]
